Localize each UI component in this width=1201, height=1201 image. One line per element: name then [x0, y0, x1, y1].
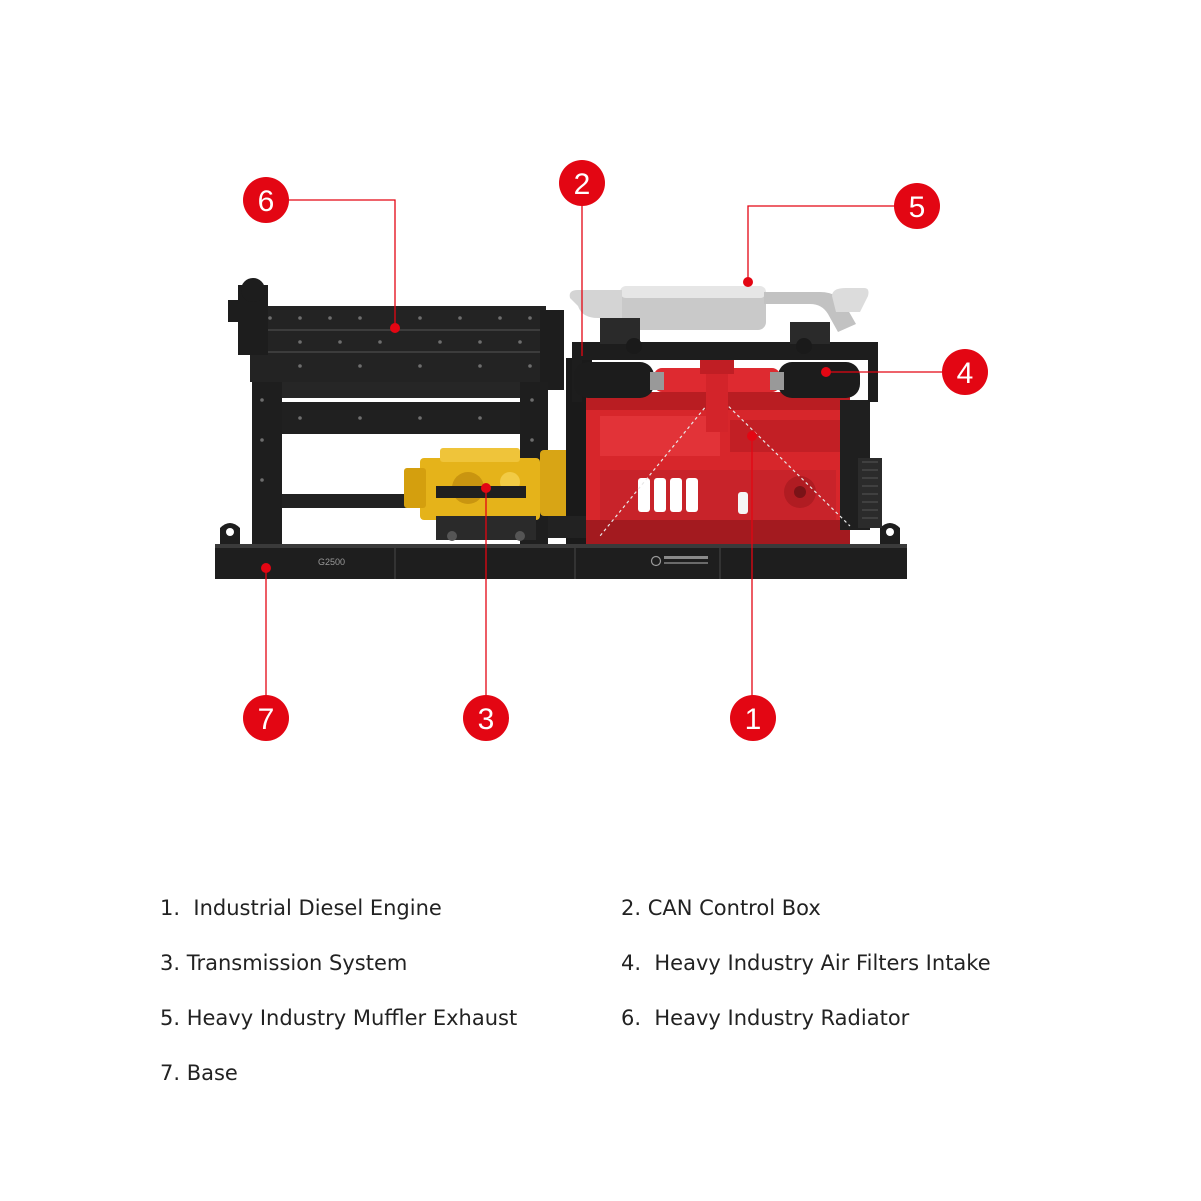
svg-text:2: 2	[573, 168, 591, 201]
callout-badge-7	[243, 695, 289, 741]
callout-badge-3	[463, 695, 509, 741]
leader-line-5	[748, 206, 895, 282]
svg-text:7: 7	[257, 703, 275, 736]
legend-item-7: 7. Base	[160, 1061, 238, 1085]
callout-badge-2	[559, 160, 605, 206]
base-marking: G2500	[318, 557, 346, 567]
legend-item-4: 4. Heavy Industry Air Filters Intake	[621, 951, 991, 975]
svg-text:5: 5	[908, 191, 926, 224]
callout-badge-1	[730, 695, 776, 741]
legend-item-3: 3. Transmission System	[160, 951, 408, 975]
svg-text:4: 4	[956, 357, 974, 390]
anchor-dot-1	[747, 431, 757, 441]
legend-item-2: 2. CAN Control Box	[621, 896, 821, 920]
callout-badge-6	[243, 177, 289, 223]
anchor-dot-7	[261, 563, 271, 573]
legend-item-6: 6. Heavy Industry Radiator	[621, 1006, 910, 1030]
legend-item-5: 5. Heavy Industry Muffler Exhaust	[160, 1006, 518, 1030]
anchor-dot-3	[481, 483, 491, 493]
svg-text:6: 6	[257, 185, 275, 218]
callout-badge-4	[942, 349, 988, 395]
anchor-dot-5	[743, 277, 753, 287]
callout-badge-5	[894, 183, 940, 229]
anchor-dot-6	[390, 323, 400, 333]
svg-text:3: 3	[477, 703, 495, 736]
legend-item-1: 1. Industrial Diesel Engine	[160, 896, 442, 920]
anchor-dot-4	[821, 367, 831, 377]
svg-text:1: 1	[744, 703, 762, 736]
engine-block	[586, 392, 882, 544]
